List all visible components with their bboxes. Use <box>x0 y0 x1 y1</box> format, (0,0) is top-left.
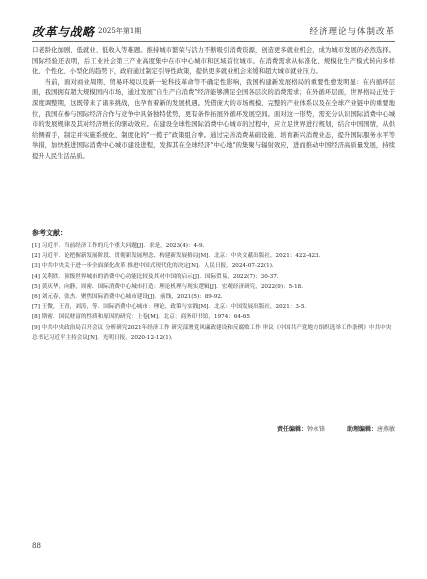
reference-item: [3] 中共中央关于进一步全面深化改革 推进中国式现代化的决定[N]．人民日报，2024-07-22(1). <box>32 263 274 270</box>
body-paragraph: 口老龄化加剧、低就业、低收入等难题。推持城市繁荣与活力不断吸引消费资源，创造更多就业机会，成为城市发展的必然选择。国际经验还表明，后工业社会第三产业高度集中在市中心城市和区域首位城市。在消费需求从标准化、规模化生产模式转向多样化、个性化、小型化的趋势下，政府通过制定引导性政策，提供更多就业机会来缓和超大城市就业压力。 <box>32 47 395 76</box>
header-divider <box>32 41 395 42</box>
assistant-editor-label: 助理编辑： <box>346 426 377 433</box>
reference-item: [4] 关利欣．顶级世界城市的消费中心功能比较及其对中国的启示[J]．国际贸易，2022(7)：30-37. <box>32 273 279 280</box>
journal-logo: 改革与战略 <box>32 25 95 39</box>
article-body <box>32 46 395 163</box>
page-header <box>32 22 395 40</box>
body-paragraph: 当前，面对商业周期、贸易环境以及新一轮科技革命等不确定性影响，我国构建新发展格局的重要性愈发明显：在内循环层面，我国拥有超大规模国内市场，通过发展"自生产自消费"经济能够满足全国各层次的消费需求；在外循环层面，世界格局正处于深度调整期，这既带来了诸多挑战，也孕育着新的发展机遇。凭借庞大的市场规模、完整的产业体系以及在全球产业链中的重要地位，我国在参与国际经济合作与竞争中具备独特优势，更有条件拓展外循环发展空间。面对这一形势，需充分认识国际消费中心城市的发展规律及其对经济增长的驱动效应。在建设全球性国际消费中心城市的过程中，应立足世界进行规划，结合中国国情，从供给侧着手，制定并实施系统化、制度化的"一揽子"政策组合拳。通过完善消费基础设施、培育新兴消费业态，提升国际服务水平等举措，加快推进国际消费中心城市建设进程，发挥其在全球经济"中心地"的集聚与辐射效应，进而推动中国经济高质量发展，持续提升人民生活品质。 <box>32 78 395 160</box>
reference-item: [2] 习近平．论把握新发展阶段、贯彻新发展理念、构建新发展格局[M]．北京：中央文献出版社，2021：422-423. <box>32 253 321 260</box>
reference-item: [8] 斯密．国民财富的性质和原因的研究：上卷[M]．北京：商务印书馆，1974：64-65 <box>32 314 250 321</box>
assistant-editor-name: 唐燕敏 <box>376 426 395 433</box>
reference-item: [1] 习近平．当前经济工作的几个重大问题[J]．求是，2023(4)：4-9. <box>32 243 205 249</box>
reference-item: [6] 刘元春，张杰．聚焦国际消费中心城市建设[J]．前线，2021(5)：89-92. <box>32 294 223 301</box>
reference-item: [9] 中共中央政治局召开会议 分析研究2021年经济工作 研究部署党风廉政建设和反腐败工作 审议《中国共产党地方组织选举工作条例》中共中央总书记习近平主持会议[N]．光明日报，2020-12-12(1). <box>32 324 392 341</box>
references-list <box>32 241 395 343</box>
references-heading: 参考文献： <box>32 229 67 237</box>
reference-item: [5] 黄庆华，向静，周密．国际消费中心城市打造：理论机理与现实逻辑[J]．宏观经济研究，2022(9)：5-18. <box>32 283 303 290</box>
issue-label: 2025年第1期 <box>98 27 142 35</box>
reference-item: [7] 王微，王青，刘涛，等．国际消费中心城市：理论、政策与实践[M]．北京：中国发展出版社，2021：3-5. <box>32 304 307 311</box>
page-number: 88 <box>32 542 41 550</box>
section-title: 经济理论与体制改革 <box>309 27 395 37</box>
editor-credits <box>277 424 395 433</box>
responsible-editor-name: 钟永锋 <box>306 426 325 433</box>
responsible-editor-label: 责任编辑： <box>276 426 307 433</box>
